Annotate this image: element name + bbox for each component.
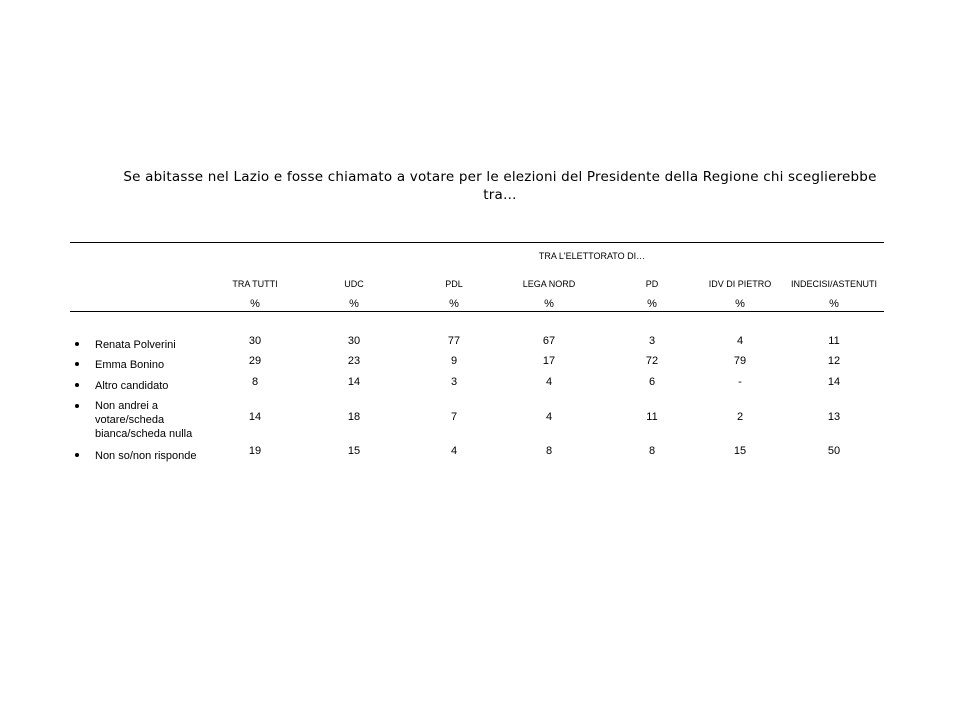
table-cell: 15 <box>347 445 361 457</box>
column-header-indecisi: INDECISI/ASTENUTI <box>790 279 878 289</box>
table-cell: 14 <box>248 411 262 423</box>
unit-cell: % <box>449 298 459 310</box>
table-cell: 8 <box>545 445 553 457</box>
header-rule <box>70 311 884 312</box>
table-cell: 72 <box>645 355 659 367</box>
table-cell: 30 <box>347 335 361 347</box>
table-cell: 13 <box>827 411 841 423</box>
table-cell: 11 <box>646 411 658 423</box>
table-cell: 6 <box>648 376 656 388</box>
column-header-idv: IDV DI PIETRO <box>708 279 772 289</box>
table-title <box>110 168 890 204</box>
table-cell: 12 <box>827 355 841 367</box>
unit-cell: % <box>544 298 554 310</box>
table-cell: 4 <box>545 376 553 388</box>
row-label: Emma Bonino <box>95 359 165 371</box>
table-cell: 23 <box>347 355 361 367</box>
table-cell: 14 <box>347 376 361 388</box>
table-cell: - <box>738 376 742 388</box>
table-cell: 4 <box>736 335 744 347</box>
table-cell: 14 <box>827 376 841 388</box>
table-cell: 15 <box>733 445 747 457</box>
bullet-icon <box>75 453 79 457</box>
table-cell: 30 <box>248 335 262 347</box>
table-cell: 8 <box>251 376 259 388</box>
group-header: TRA L'ELETTORATO DI… <box>538 251 646 261</box>
unit-cell: % <box>647 298 657 310</box>
table-cell: 19 <box>248 445 262 457</box>
row-label: Renata Polverini <box>95 339 176 351</box>
unit-cell: % <box>349 298 359 310</box>
table-cell: 77 <box>447 335 461 347</box>
table-cell: 4 <box>545 411 553 423</box>
column-header-pd: PD <box>645 279 659 289</box>
unit-cell: % <box>829 298 839 310</box>
table-cell: 7 <box>450 411 458 423</box>
column-header-lega-nord: LEGA NORD <box>522 279 576 289</box>
bullet-icon <box>75 404 79 408</box>
table-cell: 4 <box>450 445 458 457</box>
column-header-tra-tutti: TRA TUTTI <box>232 279 278 289</box>
table-cell: 2 <box>736 411 744 423</box>
title-line-1: Se abitasse nel Lazio e fosse chiamato a votare per le elezioni del Presidente della Regione chi sceglierebbe <box>123 169 877 185</box>
table-cell: 3 <box>450 376 458 388</box>
table-cell: 11 <box>828 335 840 347</box>
table-cell: 3 <box>648 335 656 347</box>
table-cell: 18 <box>347 411 361 423</box>
title-line-2: tra… <box>483 187 517 203</box>
unit-cell: % <box>735 298 745 310</box>
row-label: Altro candidato <box>95 380 169 392</box>
table-cell: 50 <box>827 445 841 457</box>
table-cell: 67 <box>542 335 556 347</box>
top-rule <box>70 242 884 243</box>
row-label: Non andrei a votare/scheda bianca/scheda nulla <box>95 400 193 440</box>
table-cell: 8 <box>648 445 656 457</box>
table-cell: 9 <box>450 355 458 367</box>
unit-cell: % <box>250 298 260 310</box>
table-cell: 79 <box>733 355 747 367</box>
bullet-icon <box>75 383 79 387</box>
column-header-pdl: PDL <box>445 279 463 289</box>
bullet-icon <box>75 342 79 346</box>
bullet-icon <box>75 362 79 366</box>
table-cell: 29 <box>248 355 262 367</box>
row-label: Non so/non risponde <box>95 450 197 462</box>
table-cell: 17 <box>542 355 556 367</box>
column-header-udc: UDC <box>344 279 364 289</box>
